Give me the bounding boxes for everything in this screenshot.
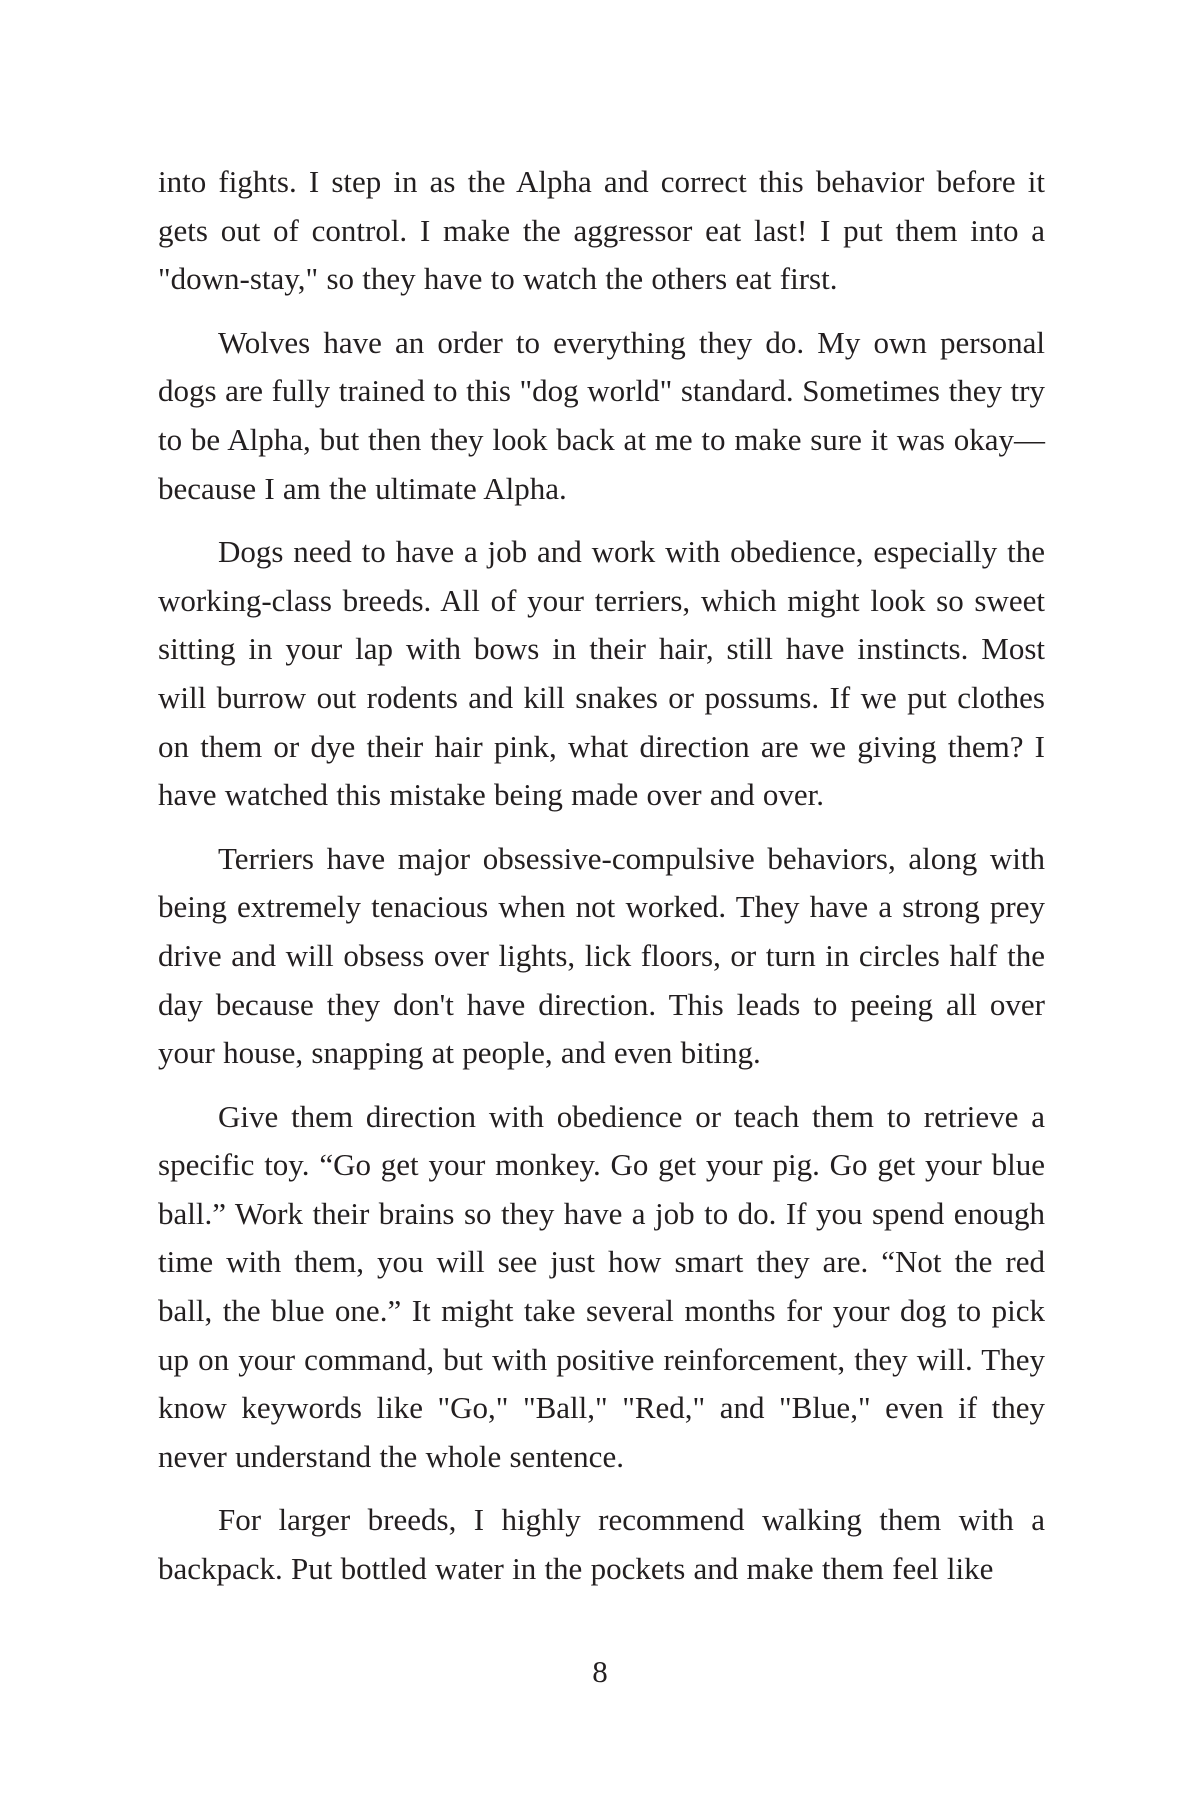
body-text xyxy=(158,158,1045,1609)
paragraph-give-direction: Give them direction with obedience or teach them to retrieve a specific toy. “Go get your monkey. Go get your pig. Go get your blue ball.” Work their brains so they have a job to do. If you spend enough time with them, you will see just how smart they are. “Not the red ball, the blue one.” It might take several months for your dog to pick up on your command, but with positive reinforcement, they will. They know keywords like "Go," "Ball," "Red," and "Blue," even if they never understand the whole sentence. xyxy=(158,1098,1045,1474)
page-number: 8 xyxy=(592,1654,608,1689)
paragraph-continued: into fights. I step in as the Alpha and correct this behavior before it gets out of control. I make the aggressor eat last! I put them into a "down-stay," so they have to watch the others eat first. xyxy=(158,164,1045,297)
paragraph-wolves-order: Wolves have an order to everything they do. My own personal dogs are fully trained to this "dog world" standard. Sometimes they try to be Alpha, but then they look back at me to make sure it was okay—because I am the ultimate Alpha. xyxy=(158,324,1045,506)
paragraph-dogs-need-job: Dogs need to have a job and work with obedience, especially the working-class breeds. All of your terriers, which might look so sweet sitting in your lap with bows in their hair, still have instincts. Most will burrow out rodents and kill snakes or possums. If we put clothes on them or dye their hair pink, what direction are we giving them? I have watched this mistake being made over and over. xyxy=(158,534,1045,813)
paragraph-larger-breeds: For larger breeds, I highly recommend walking them with a backpack. Put bottled water in the pockets and make them feel like xyxy=(158,1502,1045,1587)
paragraph-terriers-behaviors: Terriers have major obsessive-compulsive behaviors, along with being extremely tenacious when not worked. They have a strong prey drive and will obsess over lights, lick floors, or turn in circles half the day because they don't have direction. This leads to peeing all over your house, snapping at people, and even biting. xyxy=(158,840,1045,1071)
